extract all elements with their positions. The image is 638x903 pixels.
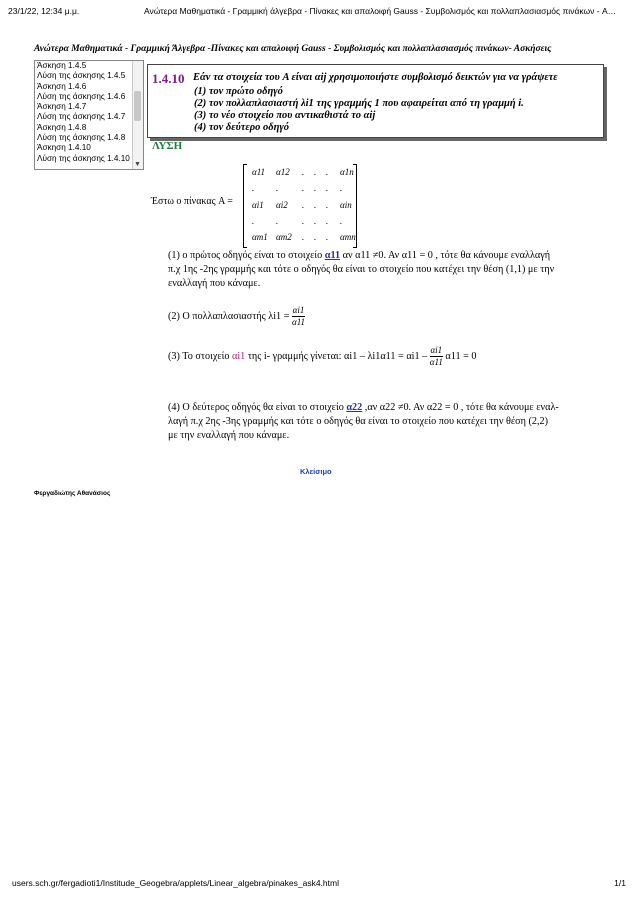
- matrix-cell: .: [302, 183, 305, 193]
- list-item[interactable]: Άσκηση 1.4.5: [37, 61, 87, 70]
- elimination-fraction: $\frac{\alpha i1}{\alpha 11}$: [429, 345, 443, 367]
- matrix-cell: .: [326, 183, 329, 193]
- matrix-cell: .: [276, 183, 279, 193]
- list-item[interactable]: Λύση της άσκησης 1.4.10: [37, 153, 130, 163]
- matrix-label: Έστω ο πίνακας A =: [151, 196, 233, 207]
- list-item[interactable]: Λύση της άσκησης 1.4.8: [37, 133, 126, 143]
- matrix-cell: .: [326, 216, 329, 226]
- page-number: 1/1: [614, 878, 626, 888]
- matrix-cell: .: [252, 216, 255, 226]
- pivot-a22: α22: [346, 402, 363, 413]
- multiplier-fraction: $\frac{\alpha i1}{\alpha 11}$: [291, 305, 306, 327]
- solution-heading: ΛΥΣΗ: [152, 140, 183, 152]
- page-url: users.sch.gr/fergadioti1/Institude_Geogebra/applets/Linear_algebra/pinakes_ask4.html: [12, 878, 339, 888]
- solution-part-3: (3) Το στοιχείο αi1 της i- γραμμής γίνεται: αi1 – λi1α11 = αi1 – $\frac{\alpha i1}{\alpha 11}$ α11 = 0: [168, 345, 477, 367]
- exercise-item-3: (3) το νέο στοιχείο που αντικαθιστά το αij: [194, 110, 376, 121]
- print-timestamp: 23/1/22, 12:34 μ.μ.: [8, 6, 80, 16]
- matrix-cell: αin: [340, 200, 352, 210]
- matrix-cell: .: [340, 183, 343, 193]
- matrix-A: [243, 164, 357, 248]
- matrix-cell: .: [314, 200, 317, 210]
- matrix-cell: α12: [276, 167, 290, 177]
- matrix-cell: .: [314, 232, 317, 242]
- list-item[interactable]: Άσκηση 1.4.6: [37, 81, 87, 91]
- list-item[interactable]: Λύση της άσκησης 1.4.6: [37, 91, 126, 101]
- exercise-item-1: (1) τον πρώτο οδηγό: [194, 86, 283, 97]
- exercise-list: [37, 61, 131, 164]
- matrix-cell: αm2: [276, 232, 292, 242]
- print-footer: [12, 878, 626, 888]
- matrix-cell: .: [302, 232, 305, 242]
- list-item[interactable]: Άσκηση 1.4.7: [37, 102, 87, 112]
- exercise-number: 1.4.10: [152, 71, 185, 86]
- listbox-scrollbar[interactable]: [132, 61, 143, 169]
- matrix-cell: αmn: [340, 232, 356, 242]
- matrix-cell: .: [326, 232, 329, 242]
- list-item[interactable]: Λύση της άσκησης 1.4.7: [37, 112, 126, 122]
- exercise-item-2: (2) τον πολλαπλασιαστή λi1 της γραμμής 1 που αφαιρείται από τη γραμμή i.: [194, 98, 524, 109]
- matrix-cell: .: [326, 167, 329, 177]
- exercise-statement-box: [147, 64, 604, 138]
- matrix-cell: .: [340, 216, 343, 226]
- matrix-cell: .: [326, 200, 329, 210]
- matrix-cell: .: [252, 183, 255, 193]
- pivot-a11: α11: [324, 250, 341, 261]
- list-item[interactable]: Άσκηση 1.4.8: [37, 122, 87, 132]
- matrix-cell: αi1: [252, 200, 264, 210]
- print-title: Ανώτερα Μαθηματικά - Γραμμική άλγεβρα - Πίνακες και απαλοιφή Gauss - Συμβολισμός και πολλαπλασιασμός πινάκων - A…: [144, 6, 617, 16]
- matrix-cell: .: [314, 216, 317, 226]
- matrix-cell: .: [314, 167, 317, 177]
- list-item[interactable]: Άσκηση 1.4.10: [37, 143, 91, 153]
- matrix-cell: .: [302, 216, 305, 226]
- solution-part-4: (4) Ο δεύτερος οδηγός θα είναι το στοιχείο α22 ,αν α22 ≠0. Αν α22 = 0 , τότε θα κάνουμε εναλ- λαγή π.χ 2ης -3ης γραμμής και τότε ο οδηγός θα είναι το στοιχείο που κατέχει την θέση (2,2) με την εναλλαγή που κάναμε.: [168, 402, 559, 441]
- matrix-cell: .: [314, 183, 317, 193]
- matrix-cell: α11: [252, 167, 266, 177]
- scrollbar-thumb[interactable]: [134, 91, 141, 121]
- chevron-down-icon[interactable]: ▼: [134, 161, 141, 168]
- matrix-cell: .: [276, 216, 279, 226]
- matrix-cell: .: [302, 167, 305, 177]
- author-name: Φεργαδιώτης Αθανάσιος: [34, 490, 111, 497]
- close-link[interactable]: Κλείσιμο: [300, 467, 332, 476]
- solution-part-1: (1) ο πρώτος οδηγός είναι το στοιχείο α11 αν α11 ≠0. Αν α11 = 0 , τότε θα κάνουμε εναλλαγή π.χ 1ης -2ης γραμμής και τότε ο οδηγός θα είναι το στοιχείο που κατέχει την θέση (1,1) με την εναλλαγή που κάναμε.: [168, 250, 555, 289]
- exercise-item-4: (4) τον δεύτερο οδηγό: [194, 122, 290, 133]
- matrix-cell: αi2: [276, 200, 288, 210]
- matrix-cell: αm1: [252, 232, 268, 242]
- matrix-cell: α1n: [340, 167, 354, 177]
- breadcrumb: Ανώτερα Μαθηματικά - Γραμμική Άλγεβρα -Πίνακες και απαλοιφή Gauss - Συμβολισμός και πολλαπλασιασμός πινάκων- Ασκήσεις: [34, 44, 552, 54]
- matrix-cell: .: [302, 200, 305, 210]
- list-item[interactable]: Λύση της άσκησης 1.4.5: [37, 71, 126, 81]
- solution-part-2: (2) Ο πολλαπλασιαστής λi1 = $\frac{\alpha i1}{\alpha 11}$: [168, 305, 306, 327]
- exercise-question: Εάν τα στοιχεία του A είναι αij χρησιμοποιήστε συμβολισμό δεικτών για να γράψετε: [193, 72, 558, 83]
- exercise-listbox[interactable]: [34, 60, 144, 170]
